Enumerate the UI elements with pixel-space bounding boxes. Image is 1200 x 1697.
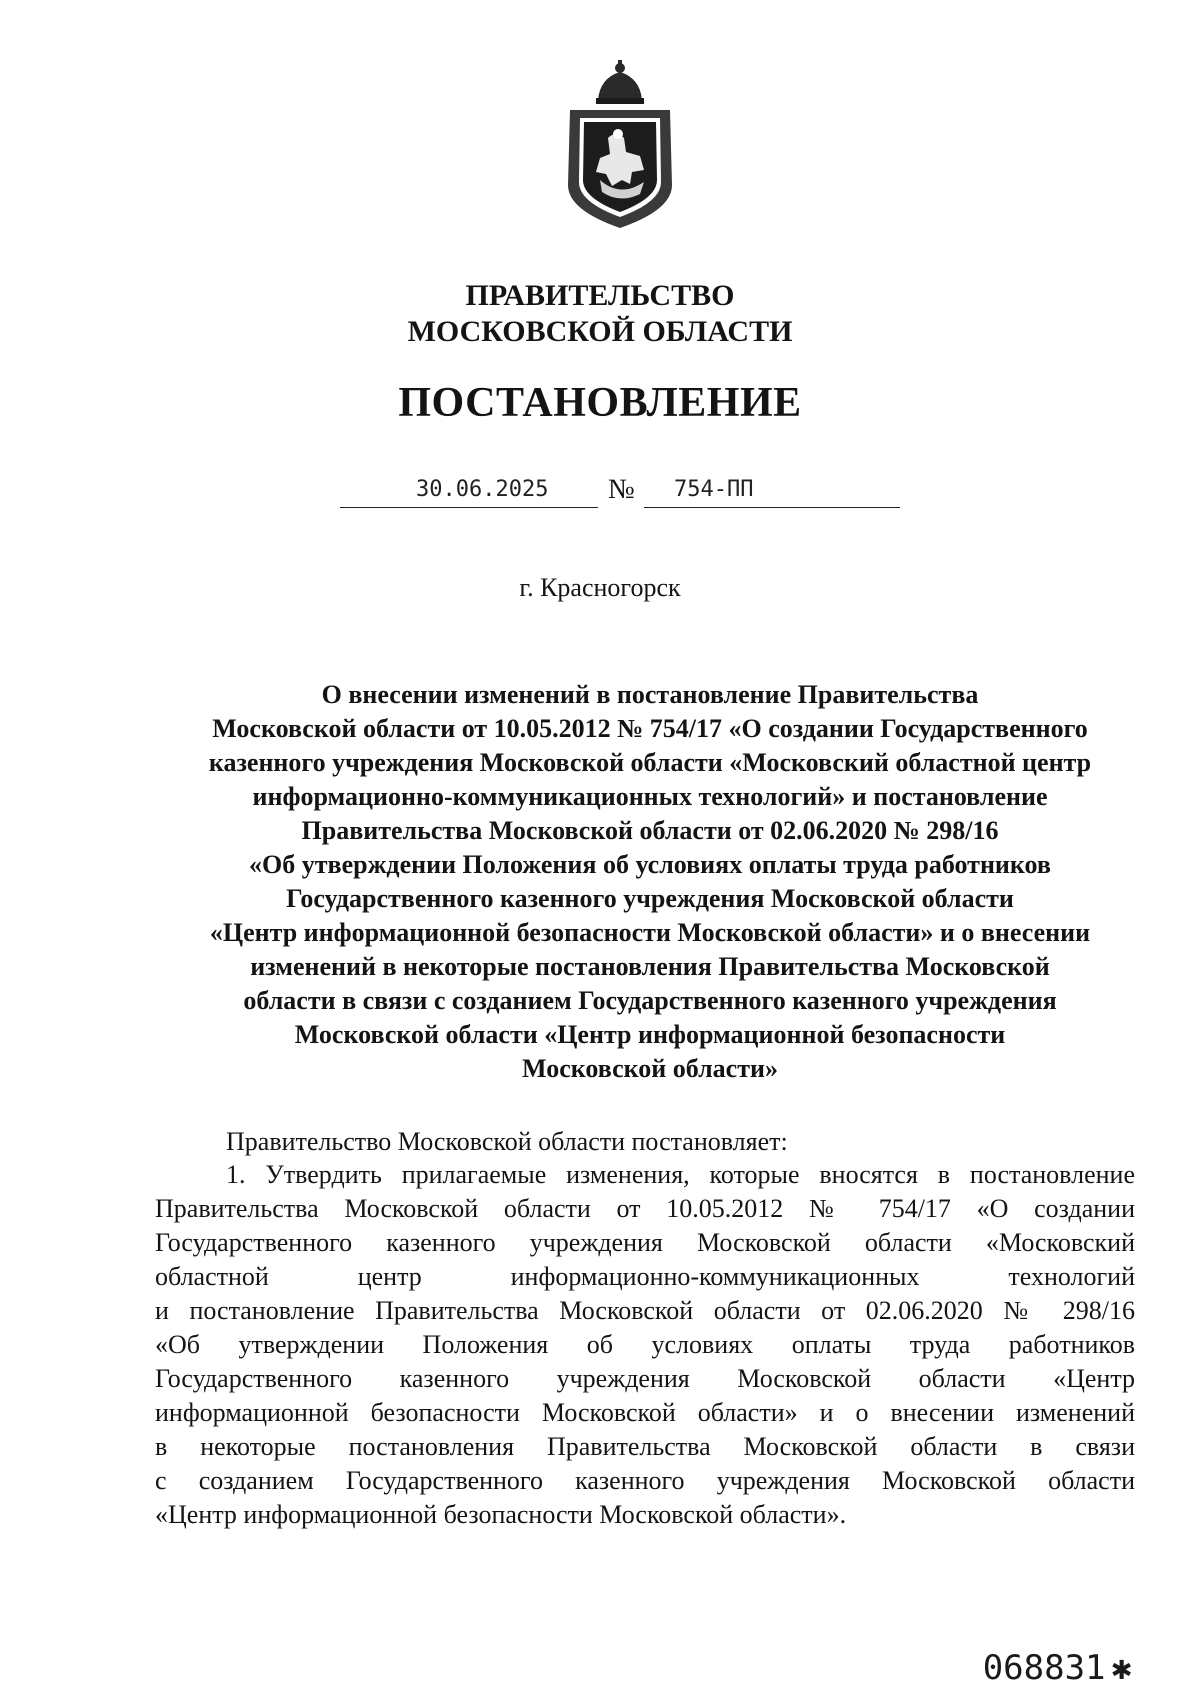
subject-line: Московской области «Центр информационной безопасности xyxy=(294,1020,1006,1049)
number-underline xyxy=(644,507,900,508)
serial-number-stamp xyxy=(983,1648,1132,1688)
body-paragraph-1 xyxy=(155,1158,1135,1532)
asterisk-mark: ✱ xyxy=(1111,1648,1132,1688)
date-underline xyxy=(340,507,598,508)
gov-line-2: МОСКОВСКОЙ ОБЛАСТИ xyxy=(407,315,793,348)
moscow-oblast-coat-of-arms-icon xyxy=(560,60,680,230)
city: г. Красногорск xyxy=(519,573,681,602)
paragraph-line: «Центр информационной безопасности Московской области». xyxy=(155,1500,847,1529)
document-type: ПОСТАНОВЛЕНИЕ xyxy=(398,380,802,426)
government-name xyxy=(0,278,1200,350)
serial-number: 068831 xyxy=(982,1648,1106,1688)
date-number-row xyxy=(340,468,900,508)
subject-line: области в связи с созданием Государственного казенного учреждения xyxy=(243,986,1057,1015)
paragraph-line: в некоторые постановления Правительства Московской области в связи xyxy=(155,1432,1135,1461)
paragraph-line: Государственного казенного учреждения Московской области «Московский xyxy=(155,1228,1135,1257)
document-number: 754-ПП xyxy=(674,477,754,502)
paragraph-line: 1. Утвердить прилагаемые изменения, которые вносятся в постановление xyxy=(226,1160,1135,1189)
paragraph-line: Государственного казенного учреждения Московской области «Центр xyxy=(155,1364,1135,1393)
paragraph-line: «Об утверждении Положения об условиях оплаты труда работников xyxy=(155,1330,1135,1359)
gov-line-1: ПРАВИТЕЛЬСТВО xyxy=(465,279,735,312)
paragraph-line: областной центр информационно-коммуникационных технологий xyxy=(155,1262,1135,1291)
subject-line: казенного учреждения Московской области «Московский областной центр xyxy=(208,748,1092,777)
subject-line: «Центр информационной безопасности Московской области» и о внесении xyxy=(209,918,1091,947)
paragraph-line: Правительства Московской области от 10.05.2012 № 754/17 «О создании xyxy=(155,1194,1135,1223)
subject-line: Государственного казенного учреждения Московской области xyxy=(286,884,1014,913)
paragraph-line: информационной безопасности Московской области» и о внесении изменений xyxy=(155,1398,1135,1427)
subject-line: изменений в некоторые постановления Правительства Московской xyxy=(250,952,1050,981)
subject-line: О внесении изменений в постановление Правительства xyxy=(321,680,979,709)
subject-line: Московской области от 10.05.2012 № 754/17 «О создании Государственного xyxy=(212,714,1088,743)
subject-line: информационно-коммуникационных технологий» и постановление xyxy=(252,782,1048,811)
subject-line: «Об утверждении Положения об условиях оплаты труда работников xyxy=(249,850,1051,879)
document-subject xyxy=(160,678,1140,1086)
paragraph-line: и постановление Правительства Московской области от 02.06.2020 № 298/16 xyxy=(155,1296,1135,1325)
subject-line: Московской области» xyxy=(522,1054,778,1083)
paragraph-line: с созданием Государственного казенного учреждения Московской области xyxy=(155,1466,1135,1495)
subject-line: Правительства Московской области от 02.06.2020 № 298/16 xyxy=(301,816,999,845)
number-sign: № xyxy=(608,474,635,505)
document-date: 30.06.2025 xyxy=(416,477,549,502)
body-intro: Правительство Московской области постановляет: xyxy=(226,1127,788,1156)
